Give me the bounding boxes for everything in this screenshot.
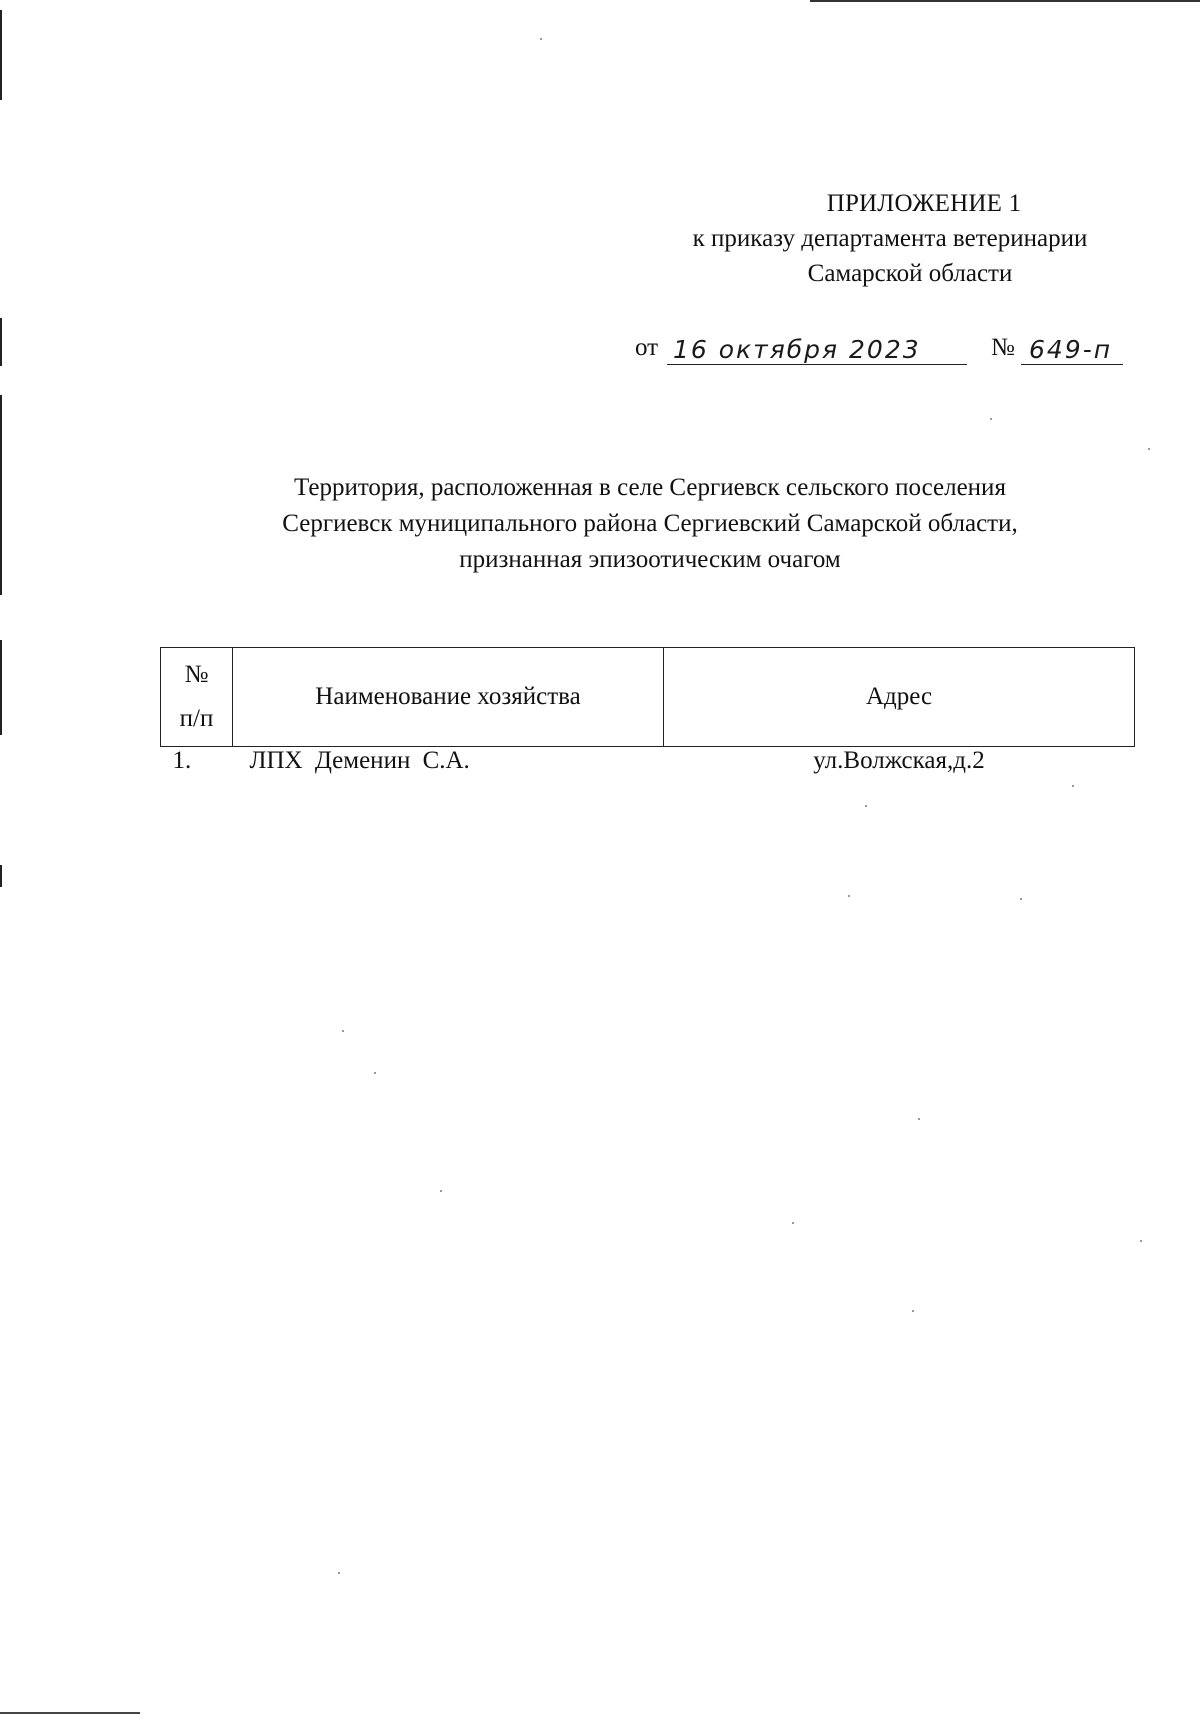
header-number-abbrev: п/п	[179, 705, 214, 732]
scan-edge-bottom	[0, 1712, 140, 1714]
row-address: ул.Волжская,д.2	[813, 747, 985, 774]
scan-speck	[918, 1118, 920, 1120]
scan-speck	[540, 38, 542, 40]
scan-speck	[338, 1572, 340, 1574]
appendix-line-order: к приказу департамента ветеринарии	[692, 225, 1088, 252]
scan-edge-left	[0, 10, 2, 100]
scan-speck	[1020, 898, 1022, 900]
document-heading	[160, 470, 1140, 578]
from-label: от	[635, 334, 659, 361]
scan-speck	[342, 1030, 344, 1032]
order-date-number-line	[635, 334, 1125, 374]
order-number-field	[1021, 330, 1123, 365]
scan-edge-top	[810, 0, 1200, 2]
heading-line: Сергиевск муниципального района Сергиевский Самарской области,	[282, 510, 1018, 537]
scan-speck	[848, 895, 850, 897]
scan-edge-left	[0, 395, 2, 595]
header-number-sign: №	[184, 661, 209, 688]
order-date-field	[667, 330, 967, 365]
header-address: Адрес	[664, 648, 1135, 747]
number-label: №	[991, 334, 1015, 361]
scan-speck	[990, 418, 992, 420]
scan-edge-left	[0, 865, 2, 887]
scan-speck	[865, 805, 867, 807]
appendix-header	[640, 186, 1140, 291]
handwritten-number: 649-п	[1029, 335, 1113, 364]
row-farm-name: ЛПХ Деменин С.А.	[249, 747, 470, 774]
farms-table	[160, 647, 1135, 787]
scan-edge-left	[0, 318, 2, 366]
table-row	[161, 747, 1135, 788]
handwritten-date: 16 октября 2023	[673, 335, 921, 364]
header-number-column	[161, 648, 233, 747]
scan-speck	[440, 1190, 442, 1192]
scan-speck	[374, 1072, 376, 1074]
header-farm-name: Наименование хозяйства	[233, 648, 664, 747]
row-number: 1.	[172, 747, 192, 774]
scan-edge-left	[0, 640, 2, 735]
heading-line: Территория, расположенная в селе Сергиевск сельского поселения	[294, 474, 1006, 501]
appendix-title: ПРИЛОЖЕНИЕ 1	[826, 190, 1022, 217]
table-header-row	[161, 648, 1135, 747]
appendix-line-region: Самарской области	[807, 260, 1013, 287]
scan-speck	[792, 1222, 794, 1224]
scan-speck	[1140, 1240, 1142, 1242]
heading-line: признанная эпизоотическим очагом	[459, 546, 841, 573]
scan-speck	[1148, 448, 1150, 450]
scan-speck	[912, 1310, 914, 1312]
